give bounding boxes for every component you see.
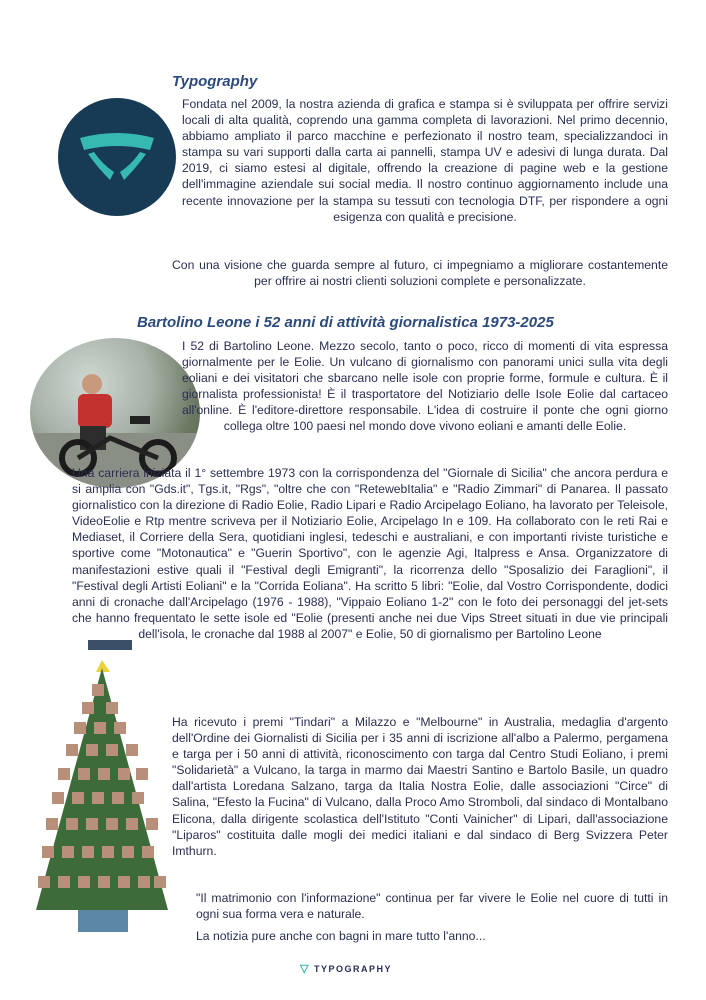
footer-logo-mark-icon: ▽: [300, 963, 310, 975]
typography-logo: [58, 98, 176, 216]
article-paragraph-3: Ha ricevuto i premi "Tindari" a Milazzo e "Melbourne" in Australia, medaglia d'argento dell'Ordine dei Giornalisti di Sicilia per i 35 anni di iscrizione all'albo a Palermo, pergamena e targa per i 50 anni di attività, riconoscimento con targa dal Centro Studi Eoliano, i premi "Solidarietà" a Vulcano, la targa in marmo dai Maestri Santino e Bartolo Basile, un quadro dall'artista Loredana Salzano, targa da Italia Nostra Eolie, dalle associazioni "Circe" di Salina, "Efesto la Fucina" di Vulcano, dalla Proco Amo Stromboli, dal sindaco di Montalbano Elicona, dalla dirigente scolastica dell'Istituto "Conti Vainicher" di Lipari, dall'associazione "Liparos" costituita dalle mogli dei medici italiani e dal sindaco di Berg Svizzera Peter Imthurn.: [172, 715, 668, 858]
typography-paragraph-2: Con una visione che guarda sempre al futuro, ci impegniamo a migliorare costantemente per offrire ai nostri clienti soluzioni complete e personalizzate.: [172, 258, 668, 289]
article-paragraph-5: La notizia pure anche con bagni in mare tutto l'anno...: [196, 929, 486, 943]
article-paragraph-1: I 52 di Bartolino Leone. Mezzo secolo, tanto o poco, ricco di momenti di vita espressa giornalmente per le Eolie. Un vulcano di giornalismo con panorami unici sulla vita degli eoliani e dei visitatori che sbarcano nelle isole con proprie forme, formule e cultura. È il giornalista professionista! È il trasportatore del Notiziario delle Isole Eolie dal cartaceo all'online. È l'editore-direttore responsabile. L'idea di costruire il ponte che ogni giorno collega oltre 100 paesi nel mondo dove vivono eoliani e amanti delle Eolie.: [182, 339, 668, 434]
footer-logo: [300, 962, 392, 975]
footer-logo-text: TYPOGRAPHY: [313, 964, 392, 974]
christmas-tree-collage: [18, 640, 186, 940]
article-title: Bartolino Leone i 52 anni di attività giornalistica 1973-2025: [137, 314, 554, 331]
article-paragraph-2: Una carriera iniziata il 1° settembre 1973 con la corrispondenza del "Giornale di Sicilia" che ancora perdura e si amplia con "Gds.it", Tgs.it, "Rgs", "oltre che con "RetewebItalia" e "Radio Zimmari" di Panarea. Il passato giornalistico con la direzione di Radio Eolie, Radio Lipari e Radio Arcipelago Eoliano, ha lavorato per Teleisole, VideoEolie e Rtp mentre scriveva per il Notiziario Eolie, Arcipelago In e 109. Ha collaborato con le reti Rai e Mediaset, il Corriere della Sera, quotidiani inglesi, tedeschi e australiani, e con importanti riviste turistiche e sportive come "Motonautica" e "Guerin Sportivo", con le agenzie Agi, Italpress e Ansa. Organizzatore di manifestazioni estive quali il "Festival degli Emigranti", la ricorrenza dello "Sposalizio dei Faraglioni", il "Festival degli Artisti Eoliani" e la "Corrida Eoliana". Ha scritto 5 libri: "Eolie, dal Vostro Corrispondente, dodici anni di cronache dall'Arcipelago (1976 - 1988), "Vippaio Eoliano 1-2" con le foto dei personaggi del jet-sets che hanno frequentato le sette isole ed "Eolie (presenti anche nei due Vips Street situati in due vie principali dell'isola, le cronache dal 1988 al 2007" e Eolie, 50 di giornalismo per Bartolino Leone: [72, 466, 668, 641]
logo-mark-icon: [58, 98, 176, 216]
typography-paragraph-1: Fondata nel 2009, la nostra azienda di grafica e stampa si è sviluppata per offrire servizi locali di alta qualità, coprendo una gamma completa di lavorazioni. Nel primo decennio, abbiamo ampliato il parco macchine e perfezionato il nostro team, specializzandoci in stampa su vari supporti dalla carta ai pannelli, stampa UV e adesivi di lunga durata. Dal 2019, ci siamo estesi al digitale, offrendo la creazione di pagine web e la gestione dell'immagine aziendale sui social media. Il nostro continuo aggiornamento include una recente innovazione per la stampa su tessuti con tecnologia DTF, per rispondere a ogni esigenza con qualità e precisione.: [182, 97, 668, 224]
typography-title: Typography: [172, 73, 258, 90]
article-paragraph-4: "Il matrimonio con l'informazione" continua per far vivere le Eolie nel cuore di tutti in ogni sua forma vera e naturale.: [196, 891, 668, 922]
